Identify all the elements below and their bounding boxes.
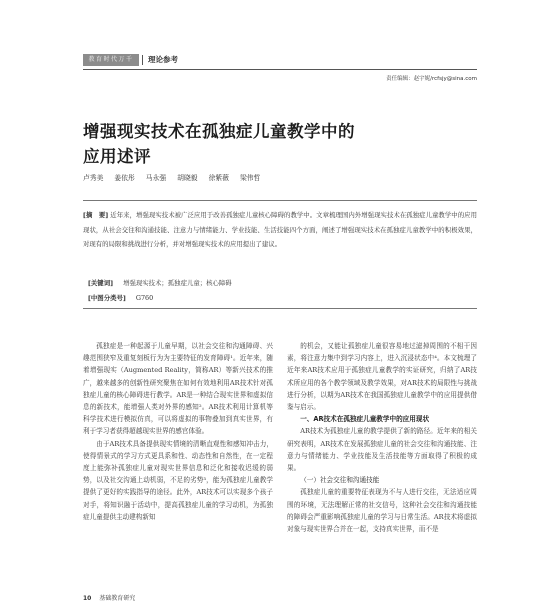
section-heading: 一、AR技术在孤独症儿童教学中的应用现状	[300, 415, 430, 424]
classification-code: G760	[135, 294, 154, 302]
page-footer	[83, 593, 135, 602]
body-paragraph: 由于AR技术具备提供现实情境的清晰直观性和感知冲击力，使得情景式的学习方式更具系和性、动态性和自然性，在一定程度上能弥补孤独症儿童对现实世界信息和泛化和接收迟缓的弱势，以及社交沟通上动机弱，不足的劣势³，能为孤独症儿童教学提供了更好的实践指导的途径。此外，AR技术可以实现多个孩子对手，将知识融于活动中，提高孤独症儿童的学习动机，为孤独症儿童提供主动建构新知	[83, 439, 273, 521]
header-separator	[142, 55, 143, 65]
classification-label: [中图分类号]	[88, 294, 126, 302]
abstract	[83, 208, 477, 252]
body-paragraph: 孤独症儿童的重要特征表现为不与人进行交往，无法适应周围的环境，无法理解正常的社交信号，这种社会交往和沟通技能的障碍会严重影响孤独症儿童的学习与日常生活。AR技术将虚拟对象与现实世界合并在一起，支持真实世界，而不是	[287, 488, 477, 534]
subsection-heading: （一）社会交往和沟通技能	[300, 476, 380, 485]
abstract-label: [摘 要]	[83, 211, 109, 219]
keywords-label: [关键词]	[88, 279, 114, 287]
page-number: 10	[83, 595, 92, 602]
body-column-right	[287, 340, 477, 535]
header-rule	[83, 69, 477, 70]
abstract-text: 近年来，增强现实技术被广泛应用于改善孤独症儿童核心障碍的教学中。文章梳理国内外增强现实技术在孤独症儿童教学中的应用现状，从社会交往和沟通技能、注意力与情绪能力、学业技能、生活技能四个方面，阐述了增强现实技术在孤独症儿童教学中的积极效果，对现有的局限和挑战进行分析，并对增强现实技术的应用提出了建议。	[83, 211, 477, 249]
title-line-2: 应用述评	[83, 147, 151, 166]
author: 梁伟哲	[239, 174, 261, 182]
body-paragraph: 孤独症是一种起源于儿童早期，以社会交往和沟通障碍、兴趣范围狭窄及重复刻板行为为主要特征的发育障碍¹。近年来，随着增强现实（Augmented Reality，简称AR）等新兴技术的推广，越来越多的创新性研究聚焦在如何有效地利用AR技术针对孤独症儿童的核心障碍进行教学。AR是一种结合现实世界和虚拟信息的新技术，能增强人类对外界的感知²。AR技术利用计算机等科学技术进行模拟仿真，可以将虚拟的事物叠加到真实世界，有利于学习者获得超越现实世界的感官体验。	[83, 342, 273, 436]
keywords-text: 增强现实技术；孤独症儿童；核心障碍	[123, 279, 232, 287]
article-title	[83, 119, 443, 169]
body-column-left	[83, 340, 273, 523]
classification-line	[88, 293, 153, 302]
author: 胡晓毅	[177, 174, 198, 182]
abstract-bottom-rule	[83, 308, 477, 309]
body-paragraph: AR技术为孤独症儿童的教学提供了新的路径。近年来的相关研究表明，AR技术在发展孤独症儿童的社会交往和沟通技能、注意力与情绪能力、学业技能及生活技能等方面取得了积极的成果。	[287, 427, 477, 473]
keywords-line	[88, 278, 232, 287]
author: 姜依彤	[114, 174, 135, 182]
abstract-top-rule	[83, 200, 477, 201]
section-label: 教育时代万千	[83, 54, 139, 66]
column-name: 理论参考	[148, 55, 178, 64]
body-paragraph: 的机会，又能让孤独症儿童很容易地过滤掉周围的不相干因素，将注意力集中到学习内容上，进入沉浸状态中⁴。本文梳理了近年来AR技术应用于孤独症儿童教学的实证研究，归纳了AR技术所应用的各个教学领域及教学效果，对AR技术的局限性与挑战进行分析，以期为AR技术在我国孤独症儿童教学中的应用提供借鉴与启示。	[287, 342, 477, 412]
author: 卢秀美	[83, 174, 104, 182]
author: 马永强	[145, 174, 167, 182]
editor-line: 责任编辑：赵宇妮/rcfsjy@sina.com	[386, 76, 477, 82]
title-line-1: 增强现实技术在孤独症儿童教学中的	[83, 122, 355, 141]
author-list	[83, 172, 260, 182]
author: 徐紫薇	[208, 174, 229, 182]
journal-name: 基础教育研究	[99, 595, 136, 602]
